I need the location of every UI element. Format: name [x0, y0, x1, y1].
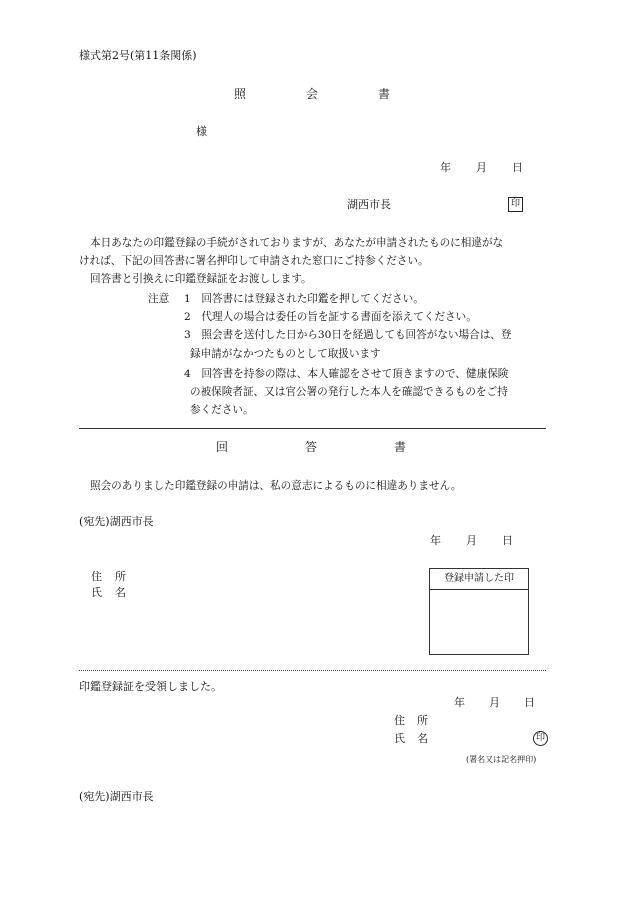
note-item [184, 310, 477, 324]
receipt-name-label [394, 732, 428, 746]
signature-note: (署名又は記名押印) [466, 755, 537, 764]
inquiry-body-line3: 回答書と引換えに印鑑登録証をお渡しします。 [90, 273, 312, 285]
note-text-continued: 録申請がなかつたものとして取扱います [190, 348, 381, 360]
receipt-date-year: 年 [454, 696, 465, 709]
cut-line [79, 670, 546, 671]
answer-date-month: 月 [466, 534, 477, 547]
answer-statement: 照会のありました印鑑登録の申請は、私の意志によるものに相違ありません。 [90, 480, 462, 492]
answer-date-day: 日 [502, 534, 513, 547]
label-char: 住 [91, 570, 102, 583]
answer-date-year: 年 [430, 534, 441, 547]
note-item [184, 367, 508, 381]
inquiry-title-char: 書 [377, 87, 390, 101]
note-item [184, 292, 424, 306]
receipt-date-month: 月 [489, 696, 500, 709]
issuer-name: 湖西市長 [347, 198, 391, 211]
receipt-seal: 印 [533, 731, 548, 746]
registered-seal-box-label: 登録申請した印 [430, 569, 528, 590]
note-item [184, 328, 511, 342]
receipt-statement: 印鑑登録証を受領しました。 [79, 680, 222, 693]
notes-label: 注意 [148, 293, 170, 305]
section-divider [79, 428, 546, 429]
inquiry-title [234, 87, 390, 101]
note-number: 4 [184, 368, 191, 380]
label-char: 住 [394, 714, 405, 727]
answer-title-char: 答 [304, 440, 317, 454]
answer-address-label [91, 570, 126, 584]
answer-name-label [91, 586, 126, 600]
note-number: 3 [184, 329, 191, 341]
inquiry-body-line1: 本日あなたの印鑑登録の手続がされておりますが、あなたが申請されたものに相違がな [90, 237, 504, 249]
receipt-address-label [394, 714, 428, 728]
label-char: 氏 [394, 732, 405, 745]
receipt-addressee: (宛先)湖西市長 [79, 790, 154, 803]
note-text: 回答書を持参の際は、本人確認をさせて頂きますので、健康保険 [201, 368, 509, 380]
answer-title-char: 回 [216, 440, 229, 454]
note-text-continued: 参ください。 [190, 404, 254, 416]
addressee-suffix: 様 [196, 125, 207, 138]
label-char: 氏 [91, 586, 102, 599]
note-text: 照会書を送付した日から30日を経過しても回答がない場合は、登 [201, 329, 512, 341]
form-number: 様式第2号(第11条関係) [79, 49, 197, 62]
inquiry-date-year: 年 [440, 161, 451, 174]
note-number: 2 [184, 311, 191, 323]
answer-title-char: 書 [393, 440, 406, 454]
note-number: 1 [184, 293, 191, 305]
note-text: 回答書には登録された印鑑を押してください。 [201, 293, 424, 305]
note-text: 代理人の場合は委任の旨を証する書面を添えてください。 [201, 311, 477, 323]
receipt-date-day: 日 [524, 696, 535, 709]
registered-seal-box[interactable] [429, 568, 529, 655]
answer-title [216, 440, 406, 454]
answer-addressee: (宛先)湖西市長 [79, 515, 154, 528]
inquiry-body-line2: ければ、下記の回答書に署名押印して申請された窓口にご持参ください。 [79, 255, 429, 267]
inquiry-title-char: 照 [234, 87, 247, 101]
label-char: 所 [115, 570, 126, 583]
inquiry-date-month: 月 [476, 161, 487, 174]
note-text-continued: の被保険者証、又は官公署の発行した本人を確認できるものをご持 [190, 386, 508, 398]
issuer-seal: 印 [508, 197, 523, 212]
inquiry-title-char: 会 [305, 87, 318, 101]
label-char: 名 [417, 732, 428, 745]
label-char: 名 [115, 586, 126, 599]
inquiry-date-day: 日 [512, 161, 523, 174]
label-char: 所 [417, 714, 428, 727]
